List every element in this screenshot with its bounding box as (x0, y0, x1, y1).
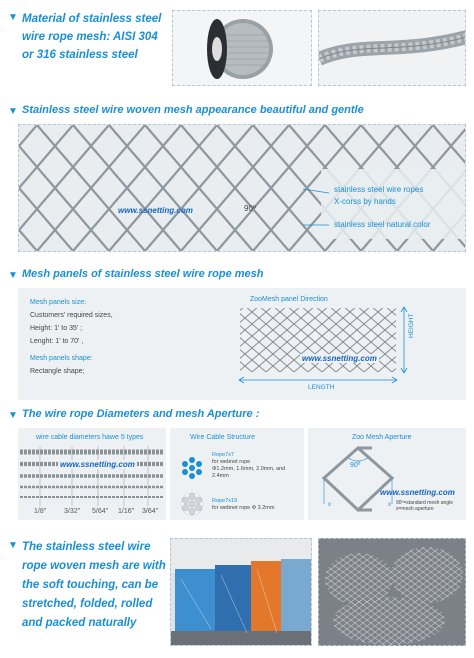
shape-title: Mesh panels shape: (30, 355, 93, 362)
length-label: LENGTH (308, 384, 335, 391)
soft-touching-heading: The stainless steel wire rope woven mesh are with the soft touching, can be stretched, folded, rolled and packed naturally (22, 541, 166, 629)
rope7x19-cross-section-icon (180, 492, 204, 516)
diameter-label: 3/32" (64, 508, 81, 515)
height-label: HEIGHT (408, 313, 415, 338)
material-heading: Material of stainless steel wire rope mesh: AISI 304 or 316 stainless steel (22, 13, 162, 61)
wire-rope-photo (318, 10, 466, 86)
folded-mesh-image (319, 539, 466, 646)
rope7x7-cross-section-icon (180, 456, 204, 480)
section-bullet-icon: ▼ (8, 106, 18, 117)
section-bullet-icon: ▼ (8, 270, 18, 281)
aperture-watermark-url: www.ssnetting.com (380, 488, 455, 497)
rope7x19-info: Rope7x19 for webnet rope Φ 3.2mm (212, 498, 275, 511)
aperture-note: 90º=standard mesh angle x=mesh aperture (396, 500, 454, 512)
folded-mesh-photo (318, 538, 466, 646)
panel-size-info: Mesh panels size: Customers' required sizes, Height: 1' to 35' ; Lenght: 1' to 70' , Mesh panels shape: Rectangle shape; (30, 296, 113, 378)
rope7x7-info: Rope7x7 for webnet rope Φ1.2mm, 1.6mm, 2.0mm, and 2.4mm (212, 452, 286, 479)
mesh-panels-heading: Mesh panels of stainless steel wire rope mesh (22, 268, 264, 280)
wire-ropes-label: stainless steel wire ropes X-corss by hands (334, 185, 424, 206)
watermark-url: www.ssnetting.com (118, 206, 193, 215)
section-bullet-icon: ▼ (8, 410, 18, 421)
wire-rope-image (319, 11, 466, 86)
appearance-heading: Stainless steel wire woven mesh appearance beautiful and gentle (22, 104, 364, 116)
diameters-heading: The wire rope Diameters and mesh Aperture : (22, 408, 260, 420)
wire-diameters-image (20, 446, 164, 506)
section-bullet-icon: ▼ (8, 12, 18, 23)
packed-rolls-image (171, 539, 312, 646)
size-title: Mesh panels size: (30, 299, 87, 306)
diameter-label: 1/16" (118, 508, 135, 515)
wire-spool-image (173, 11, 312, 86)
section-bullet-icon: ▼ (8, 540, 18, 551)
diameters-watermark-url: www.ssnetting.com (60, 460, 135, 469)
packed-rolls-photo (170, 538, 312, 646)
aperture-title: Zoo Mesh Aperture (352, 434, 412, 441)
panel-watermark-url: www.ssnetting.com (302, 354, 377, 363)
diameters-title: wire cable diameters hawe 5 types (36, 434, 144, 441)
mesh-angle-label: 90º (244, 204, 256, 213)
aperture-angle-label: 90º (350, 462, 361, 469)
wire-spool-photo (172, 10, 312, 86)
natural-color-label: stainless steel natural color (334, 220, 431, 229)
structure-title: Wire Cable Structure (190, 434, 255, 441)
diameter-label: 1/8" (34, 508, 47, 515)
panel-direction-diagram (238, 306, 414, 386)
aperture-x-label: x (328, 502, 331, 508)
diameter-label: 3/64" (142, 508, 159, 515)
panel-direction-title: ZooMesh panel Direction (250, 296, 328, 303)
aperture-x-label: x (388, 502, 391, 508)
diameter-label: 5/64" (92, 508, 109, 515)
